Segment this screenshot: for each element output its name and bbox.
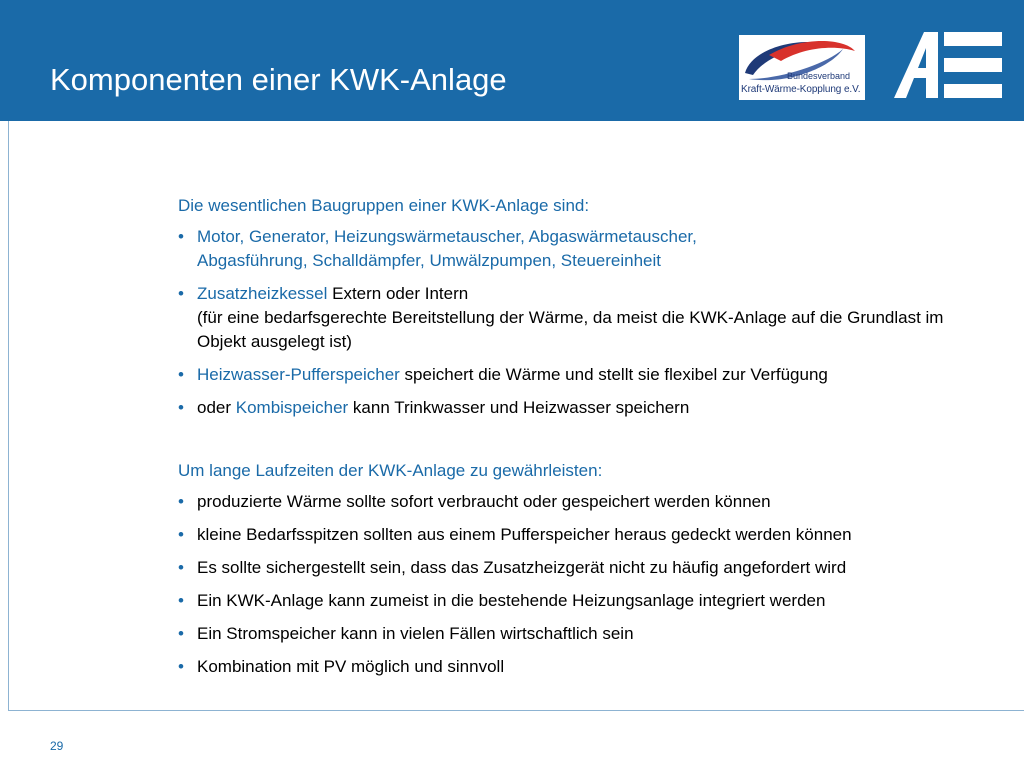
bkwk-logo [739, 35, 865, 100]
section2-list [178, 490, 978, 679]
page-number: 29 [50, 739, 64, 753]
list-item [178, 282, 978, 354]
list-item [178, 363, 978, 387]
item-text-blue: Motor, Generator, Heizungswärmetauscher, Abgaswärmetauscher, [197, 227, 697, 246]
list-item: • produzierte Wärme sollte sofort verbraucht oder gespeichert werden können [178, 490, 978, 514]
list-item [178, 225, 978, 273]
header-bar [0, 0, 1024, 121]
list-item: • kleine Bedarfsspitzen sollten aus einem Pufferspeicher heraus gedeckt werden können [178, 523, 978, 547]
item-text: Extern oder Intern [327, 284, 469, 303]
item-text-pre: oder [197, 398, 236, 417]
page-title: Komponenten einer KWK-Anlage [50, 62, 507, 97]
frame-left-line [8, 121, 9, 711]
list-item [178, 396, 978, 420]
bkwk-logo-line1: Bundesverband [787, 71, 851, 81]
item-text: kann Trinkwasser und Heizwasser speichern [348, 398, 690, 417]
item-text-blue: Kombispeicher [235, 398, 349, 417]
item-text-line2: (für eine bedarfsgerechte Bereitstellung der Wärme, da meist die KWK-Anlage auf die Grundlast im Objekt ausgelegt ist) [197, 308, 944, 351]
section2-intro: Um lange Laufzeiten der KWK-Anlage zu gewährleisten: [178, 461, 603, 480]
bkwk-logo-line2: Kraft-Wärme-Kopplung e.V. [741, 84, 861, 95]
item-text: speichert die Wärme und stellt sie flexibel zur Verfügung [399, 365, 828, 384]
section1-intro: Die wesentlichen Baugruppen einer KWK-Anlage sind: [178, 196, 590, 215]
slide-content [178, 194, 978, 688]
ae-logo-icon [894, 30, 1004, 100]
section1-list [178, 225, 978, 420]
list-item: • Ein KWK-Anlage kann zumeist in die bestehende Heizungsanlage integriert werden [178, 589, 978, 613]
list-item: • Kombination mit PV möglich und sinnvoll [178, 655, 978, 679]
list-item: • Es sollte sichergestellt sein, dass das Zusatzheizgerät nicht zu häufig angefordert wird [178, 556, 978, 580]
item-text-blue-line2: Abgasführung, Schalldämpfer, Umwälzpumpen, Steuereinheit [197, 251, 661, 270]
item-text-blue: Heizwasser-Pufferspeicher [197, 365, 400, 384]
item-text-blue: Zusatzheizkessel [197, 284, 328, 303]
frame-bottom-line [8, 710, 1024, 711]
list-item: • Ein Stromspeicher kann in vielen Fällen wirtschaftlich sein [178, 622, 978, 646]
